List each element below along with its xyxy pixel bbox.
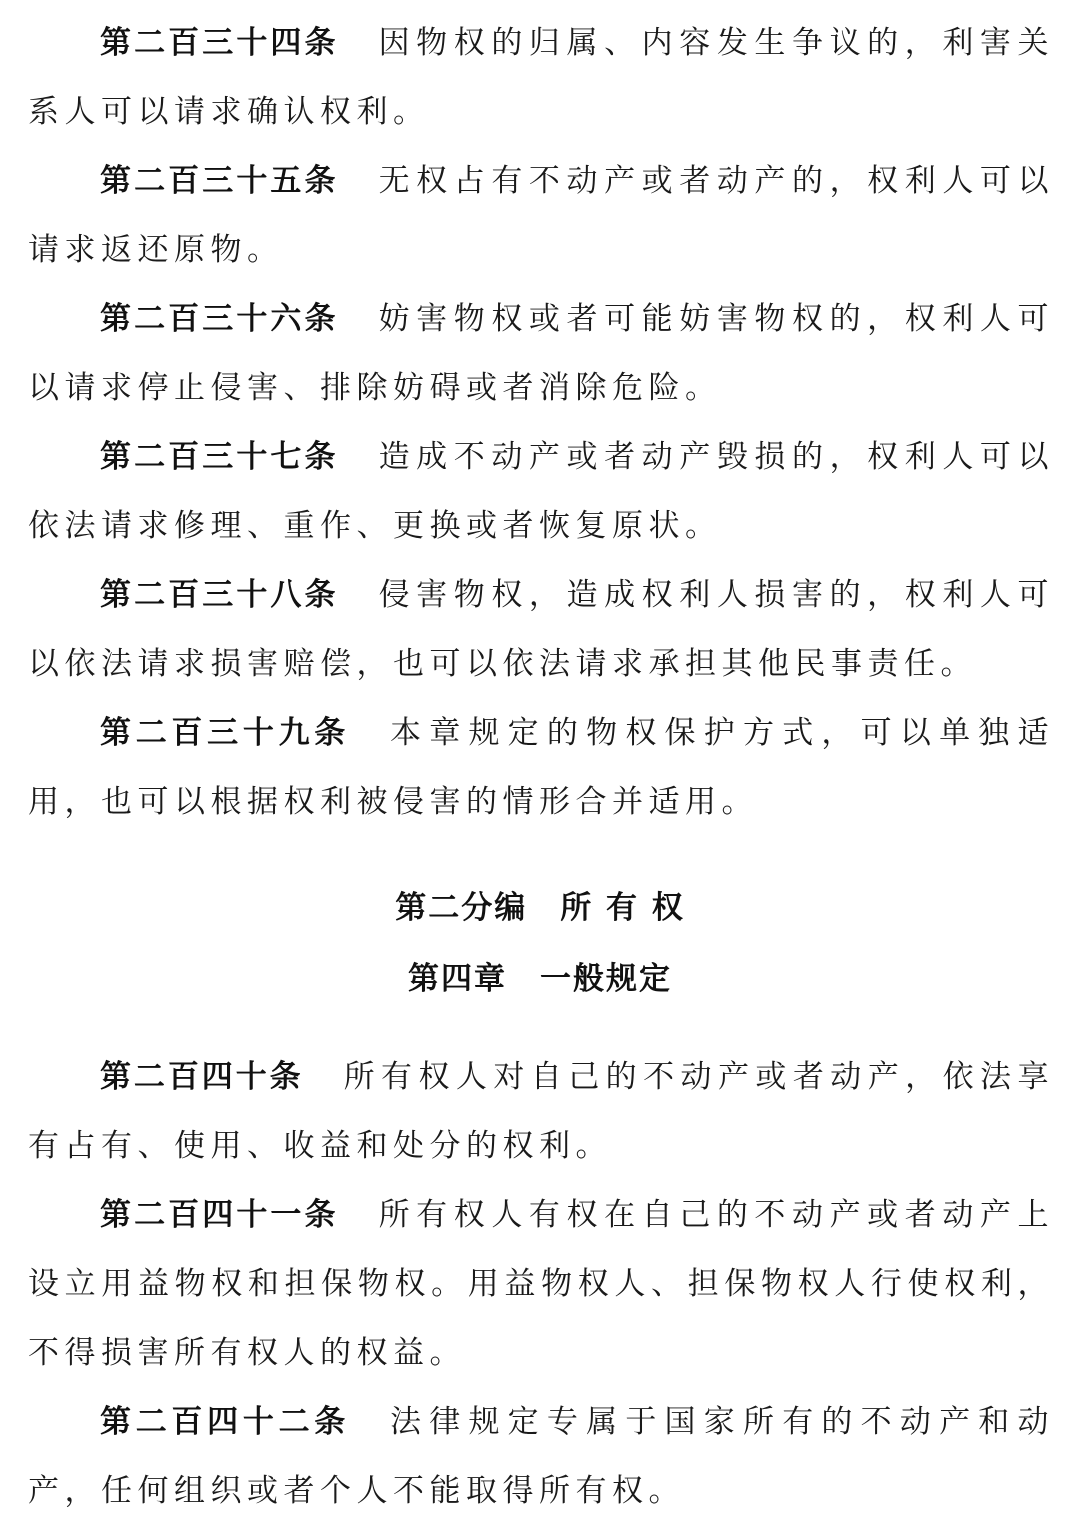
article-text: 法律规定专属于国家所有的不动产和动产，任何组织或者个人不能取得所有权。	[28, 1404, 1055, 1509]
article-number: 第二百四十条	[100, 1059, 304, 1095]
article-text: 所有权人有权在自己的不动产或者动产上设立用益物权和担保物权。用益物权人、担保物权人行使权利，不得损害所有权人的权益。	[28, 1197, 1055, 1371]
article-text: 侵害物权，造成权利人损害的，权利人可以依法请求损害赔偿，也可以依法请求承担其他民事责任。	[28, 577, 1055, 682]
article-text: 造成不动产或者动产毁损的，权利人可以依法请求修理、重作、更换或者恢复原状。	[28, 439, 1055, 544]
article-number: 第二百四十二条	[100, 1404, 351, 1440]
article-text: 无权占有不动产或者动产的，权利人可以请求返还原物。	[28, 163, 1055, 268]
article-238	[28, 561, 1054, 699]
article-text: 本章规定的物权保护方式，可以单独适用，也可以根据权利被侵害的情形合并适用。	[28, 715, 1055, 820]
article-236	[28, 285, 1054, 423]
article-text: 因物权的归属、内容发生争议的，利害关系人可以请求确认权利。	[28, 25, 1055, 130]
article-237	[28, 423, 1054, 561]
article-241	[28, 1181, 1054, 1388]
article-text: 所有权人对自己的不动产或者动产，依法享有占有、使用、收益和处分的权利。	[28, 1059, 1054, 1164]
article-text: 妨害物权或者可能妨害物权的，权利人可以请求停止侵害、排除妨碍或者消除危险。	[28, 301, 1055, 406]
article-235	[28, 147, 1054, 285]
article-number: 第二百三十六条	[100, 301, 339, 337]
article-number: 第二百三十七条	[100, 439, 339, 475]
article-number: 第二百三十四条	[100, 25, 339, 61]
article-number: 第二百三十八条	[100, 577, 339, 613]
article-number: 第二百三十九条	[100, 715, 351, 751]
article-number: 第二百四十一条	[100, 1197, 339, 1233]
article-240	[28, 1043, 1054, 1181]
article-242	[28, 1388, 1054, 1526]
section-heading: 第二分编 所 有 权	[395, 890, 685, 926]
article-234	[28, 9, 1054, 147]
article-239	[28, 699, 1054, 837]
article-number: 第二百三十五条	[100, 163, 339, 199]
chapter-heading: 第四章 一般规定	[408, 961, 672, 997]
